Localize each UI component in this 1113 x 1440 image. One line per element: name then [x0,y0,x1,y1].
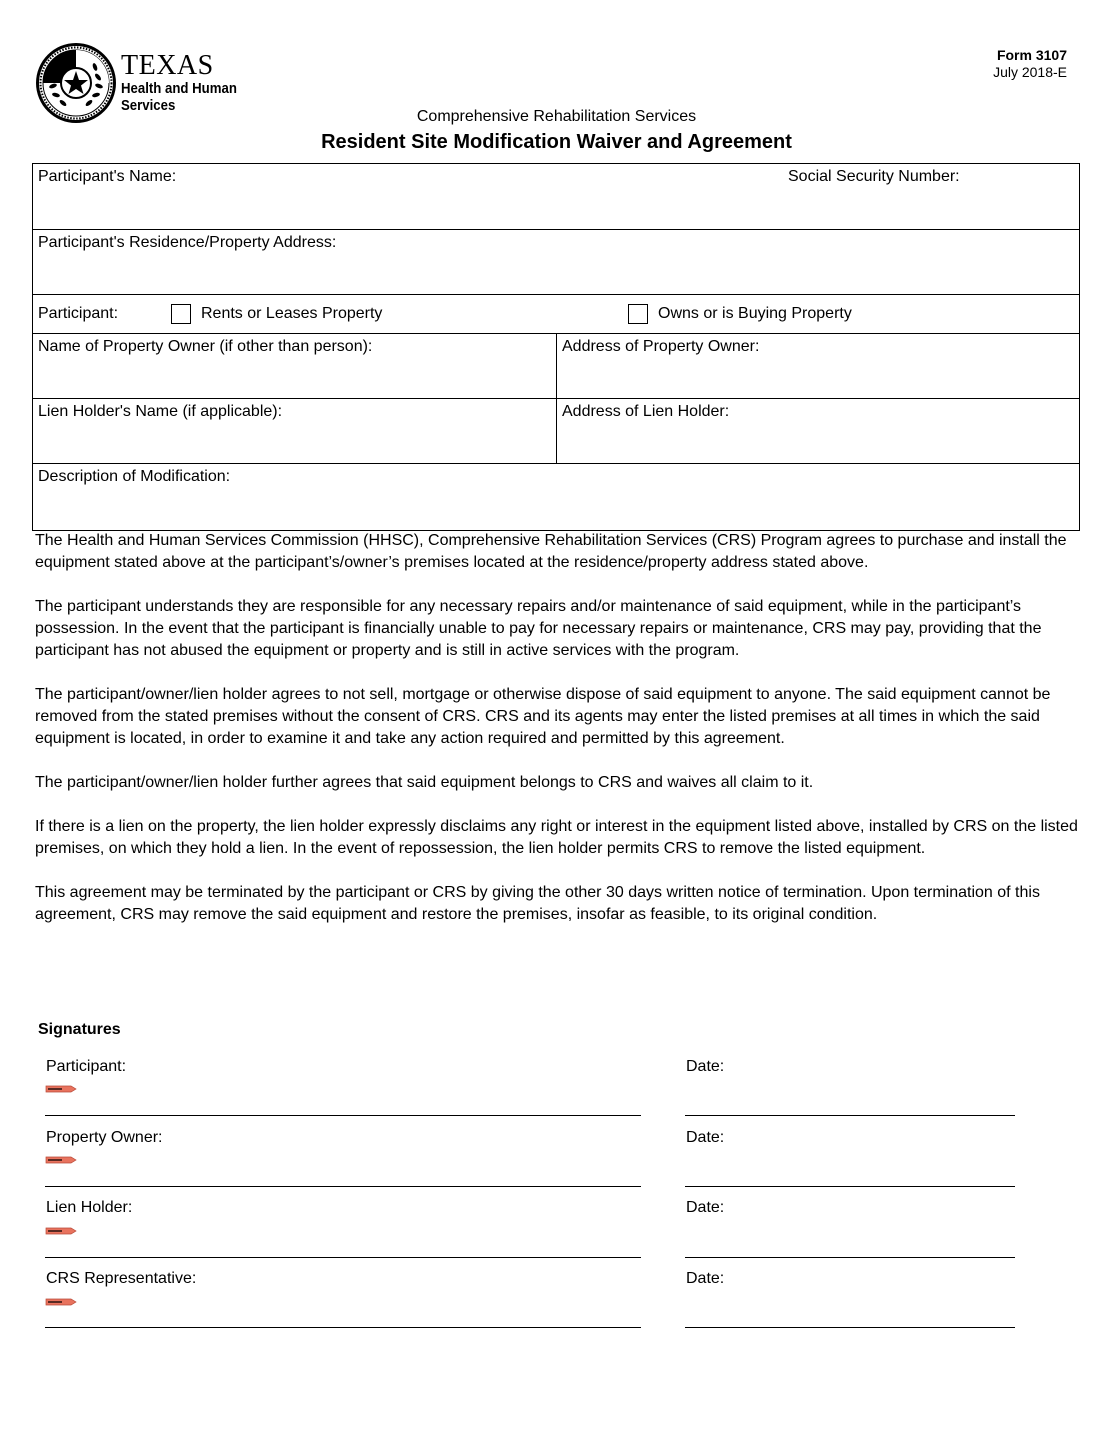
rents-label: Rents or Leases Property [201,305,383,322]
form-identifier [993,47,1067,81]
sig-label-participant: Participant: [46,1058,127,1075]
signature-line-participant[interactable] [45,1115,641,1116]
residence-address-label: Participant's Residence/Property Address: [38,234,337,251]
date-label-crs-representative: Date: [686,1270,725,1287]
date-label-participant: Date: [686,1058,725,1075]
lien-address-label: Address of Lien Holder: [562,403,730,420]
date-line-participant[interactable] [685,1115,1015,1116]
residence-address-field[interactable] [33,230,1079,294]
sig-label-crs-representative: CRS Representative: [46,1270,197,1287]
sign-here-tag-participant[interactable] [45,1080,77,1098]
participant-name-label: Participant's Name: [38,168,177,185]
sign-here-tag-property-owner[interactable] [45,1151,77,1169]
row-description [33,464,1079,530]
paragraph-repairs: The participant understands they are responsible for any necessary repairs and/or maintenance of said equipment, while in the participant’s possession. In the event that the participant is financially unable to pay for necessary repairs or maintenance, CRS may pay, providing that the participant has not abused the equipment or property and is still in active services with the program. [35,598,1042,659]
form-title: Resident Site Modification Waiver and Agreement [321,131,792,153]
owner-address-field[interactable] [557,334,1079,398]
option-rents[interactable] [166,300,623,328]
sign-here-icon [45,1298,77,1306]
signature-line-crs-representative[interactable] [45,1327,641,1328]
row-property-owner [33,334,1079,399]
paragraph-no-sell: The participant/owner/lien holder agrees to not sell, mortgage or otherwise dispose of said equipment to anyone. The said equipment cannot be removed from the stated premises without the consent of CRS. CRS and its agents may enter the listed premises at all times in which the said equipment is located, in order to examine it and take any action required and permitted by this agreement. [35,686,1051,747]
signature-line-lien-holder[interactable] [45,1257,641,1258]
date-line-lien-holder[interactable] [685,1257,1015,1258]
agreement-text [35,530,1080,948]
lien-name-label: Lien Holder's Name (if applicable): [38,403,283,420]
participant-name-field[interactable] [33,164,783,229]
row-lien-holder [33,399,1079,464]
logo-sub-line1: Health and Human [121,80,237,97]
owner-name-field[interactable] [33,334,557,398]
owner-address-label: Address of Property Owner: [562,338,760,355]
sig-label-property-owner: Property Owner: [46,1129,163,1146]
ssn-label: Social Security Number: [788,168,960,185]
ssn-field[interactable] [783,164,1079,229]
sign-here-icon [45,1227,77,1235]
owns-checkbox[interactable] [628,304,648,324]
sign-here-icon [45,1156,77,1164]
date-line-property-owner[interactable] [685,1186,1015,1187]
form-number: Form 3107 [996,47,1067,63]
lien-name-field[interactable] [33,399,557,463]
owner-name-label: Name of Property Owner (if other than person): [38,338,373,355]
sign-here-icon [45,1085,77,1093]
sign-here-tag-lien-holder[interactable] [45,1222,77,1240]
agency-logo-text [121,52,253,114]
paragraph-termination: This agreement may be terminated by the participant or CRS by giving the other 30 days written notice of termination. Upon termination of this agreement, CRS may remove the said equipment and restore the premises, insofar as feasible, to its original condition. [35,884,1040,923]
rents-checkbox[interactable] [171,304,191,324]
form-date: July 2018-E [993,64,1067,80]
date-label-property-owner: Date: [686,1129,725,1146]
participant-status-label: Participant: [38,305,119,322]
description-label: Description of Modification: [38,468,231,485]
form-subtitle: Comprehensive Rehabilitation Services [416,108,697,125]
row-participant-status [33,295,1079,334]
date-line-crs-representative[interactable] [685,1327,1015,1328]
owns-label: Owns or is Buying Property [658,305,852,322]
paragraph-purchase: The Health and Human Services Commission (HHSC), Comprehensive Rehabilitation Services (CRS) Program agrees to purchase and install the equipment stated above at the participant’s/owner’s premises located at the residence/property address stated above. [35,532,1067,571]
sig-label-lien-holder: Lien Holder: [46,1199,133,1216]
sign-here-tag-crs-representative[interactable] [45,1293,77,1311]
date-label-lien-holder: Date: [686,1199,725,1216]
paragraph-ownership: The participant/owner/lien holder further agrees that said equipment belongs to CRS and waives all claim to it. [35,774,814,791]
signature-line-property-owner[interactable] [45,1186,641,1187]
option-owns[interactable] [623,300,1079,328]
signatures-heading: Signatures [38,1021,121,1038]
logo-texas: TEXAS [121,50,214,81]
description-field[interactable] [33,464,1079,530]
lien-address-field[interactable] [557,399,1079,463]
row-residence-address [33,230,1079,295]
paragraph-lien: If there is a lien on the property, the lien holder expressly disclaims any right or interest in the equipment listed above, installed by CRS on the listed premises, on which they hold a lien. In the event of repossession, the lien holder permits CRS to remove the listed equipment. [35,818,1078,857]
row-participant-name [33,164,1079,230]
participant-info-table [32,163,1080,531]
logo-sub-line2: Services [121,97,176,114]
